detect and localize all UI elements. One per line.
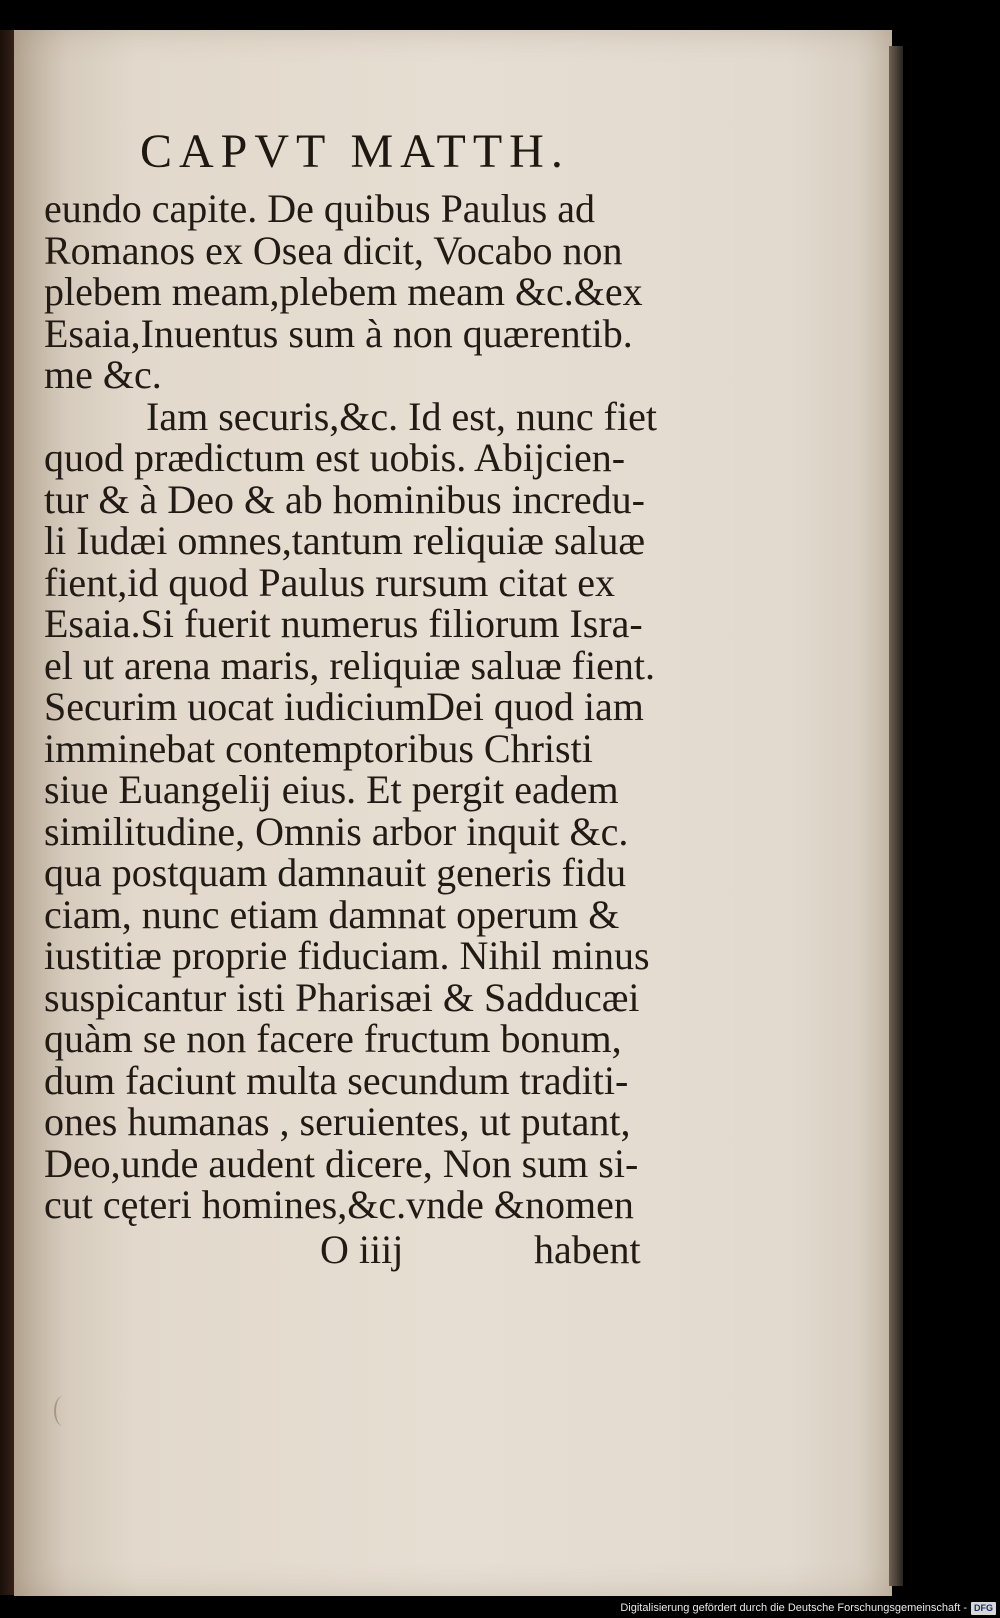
text-line: ones humanas , seruientes, ut putant, [44,1099,631,1144]
text-line: fient,id quod Paulus rursum citat ex [44,559,616,605]
dfg-logo: DFG [971,1602,996,1615]
text-line: quàm se non facere fructum bonum, [44,1016,622,1061]
text-line: cut cęteri homines,&c.vnde &nomen [44,1182,634,1227]
text-line: qua postquam damnauit generis fidu [44,850,627,895]
text-line: plebem meam,plebem meam &c.&ex [44,269,643,314]
text-line: ciam, nunc etiam damnat operum & [44,891,620,937]
page-edge [889,46,903,1586]
text-line: dum faciunt multa secundum traditi- [44,1057,629,1103]
text-line: similitudine, Omnis arbor inquit &c. [44,808,629,854]
text-line: imminebat contemptoribus Christi [44,725,593,771]
text-line: siue Euangelij eius. Et pergit eadem [44,767,619,812]
text-line: Deo,unde audent dicere, Non sum si- [44,1140,639,1186]
text-line: Securim uocat iudiciumDei quod iam [44,684,644,729]
signature-mark: O iiij [320,1227,404,1272]
signature-line [320,1226,680,1273]
body-text [44,188,684,1226]
text-line: Esaia.Si fuerit numerus filiorum Isra- [44,601,643,646]
text-line: li Iudæi omnes,tantum reliquiæ saluæ [44,518,646,563]
running-head: CAPVT MATTH. [140,125,570,178]
catchword: habent [534,1227,641,1272]
text-line: suspicantur isti Pharisæi & Sadducæi [44,974,640,1020]
text-line: Esaia,Inuentus sum à non quærentib. [44,310,633,356]
text-line: Romanos ex Osea dicit, Vocabo non [44,227,623,273]
text-line: el ut arena maris, reliquiæ saluæ fient. [44,642,655,688]
paper-blemish [54,1396,72,1426]
text-line: me &c. [44,352,162,397]
text-line: tur & à Deo & ab hominibus incredu- [44,476,645,522]
text-line: iustitiæ proprie fiduciam. Nihil minus [44,933,650,978]
credit-text: Digitalisierung gefördert durch die Deutsche Forschungsgemeinschaft - [620,1602,967,1614]
text-line: Iam securis,&c. Id est, nunc fiet [146,393,657,439]
digitization-credit [620,1600,996,1616]
text-line: eundo capite. De quibus Paulus ad [44,186,595,231]
text-line: quod prædictum est uobis. Abijcien- [44,435,626,480]
